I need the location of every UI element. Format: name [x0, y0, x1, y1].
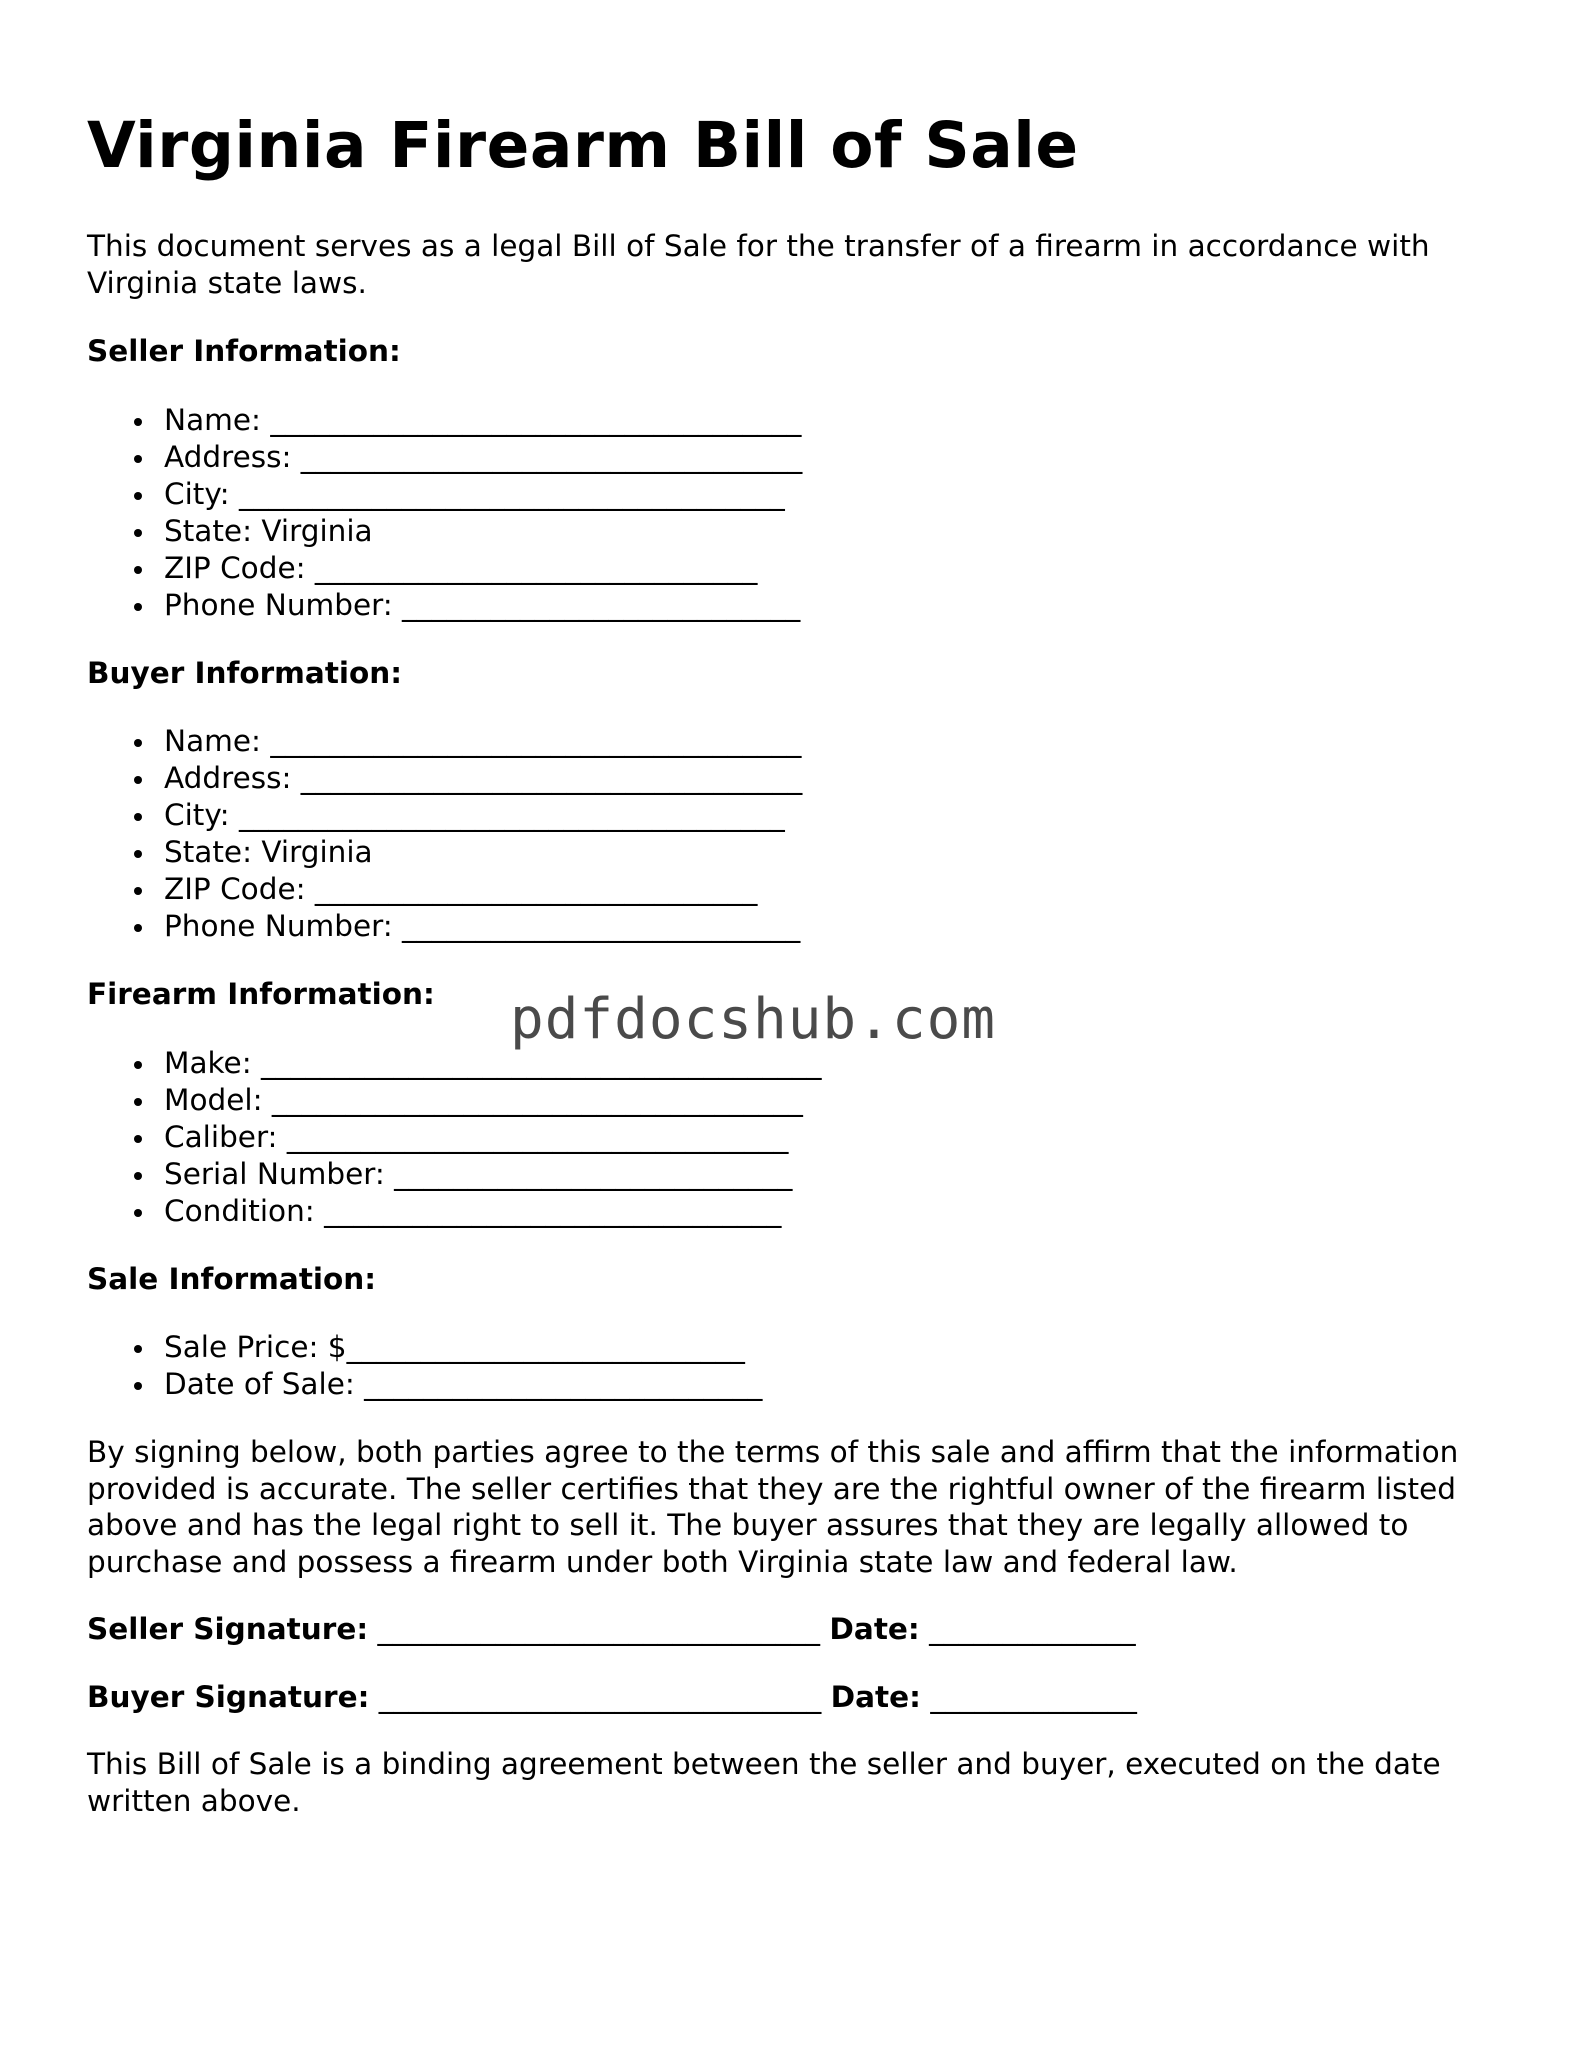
seller-signature-label: Seller Signature: — [87, 1612, 369, 1646]
firearm-section-heading: Firearm Information: — [87, 977, 435, 1011]
watermark-text: pdfdocshub.com — [510, 987, 997, 1052]
buyer-section-heading: Buyer Information: — [87, 655, 403, 690]
firearm-model-field[interactable]: Model: ____________________________________ — [164, 1082, 1497, 1119]
buyer-zip-field[interactable]: ZIP Code: ______________________________ — [164, 871, 1497, 908]
buyer-signature-label: Buyer Signature: — [87, 1679, 370, 1714]
buyer-date-label: Date: — [830, 1679, 921, 1714]
seller-address-field[interactable]: Address: __________________________________ — [164, 439, 1497, 476]
buyer-fields-list — [87, 723, 1497, 945]
buyer-state-field: State: Virginia — [164, 834, 1497, 871]
buyer-address-field[interactable]: Address: __________________________________ — [164, 760, 1497, 797]
firearm-caliber-field[interactable]: Caliber: __________________________________ — [164, 1119, 1497, 1156]
sale-date-field[interactable]: Date of Sale: ___________________________ — [164, 1366, 1497, 1403]
buyer-signature-line[interactable]: ______________________________ — [369, 1679, 831, 1714]
sale-section-heading: Sale Information: — [87, 1261, 377, 1296]
seller-state-field: State: Virginia — [164, 513, 1497, 550]
seller-date-line[interactable]: ______________ — [919, 1612, 1136, 1646]
buyer-date-line[interactable]: ______________ — [920, 1679, 1137, 1714]
seller-fields-list — [87, 402, 1497, 624]
firearm-condition-field[interactable]: Condition: _______________________________ — [164, 1193, 1497, 1230]
buyer-signature-row — [87, 1679, 1497, 1716]
seller-signature-line[interactable]: ______________________________ — [368, 1612, 830, 1646]
firearm-serial-field[interactable]: Serial Number: ___________________________ — [164, 1156, 1497, 1193]
seller-section-heading: Seller Information: — [87, 334, 401, 368]
firearm-make-field[interactable]: Make: ______________________________________ — [164, 1045, 1497, 1082]
document-title: Virginia Firearm Bill of Sale — [87, 109, 1079, 182]
sale-price-field[interactable]: Sale Price: $___________________________ — [164, 1329, 1497, 1366]
seller-date-label: Date: — [829, 1612, 920, 1646]
seller-city-field[interactable]: City: _____________________________________ — [164, 476, 1497, 513]
agreement-paragraph: By signing below, both parties agree to the terms of this sale and affirm that the information provided is accurate. The seller certifies that they are the rightful owner of the firearm listed above and has the legal right to sell it. The buyer assures that they are legally allowed to purchase and possess a firearm under both Virginia state law and federal law. — [87, 1435, 1459, 1579]
firearm-fields-list — [87, 1045, 1497, 1230]
buyer-phone-field[interactable]: Phone Number: ___________________________ — [164, 908, 1497, 945]
closing-paragraph: This Bill of Sale is a binding agreement between the seller and buyer, executed on the date written above. — [87, 1747, 1441, 1818]
seller-zip-field[interactable]: ZIP Code: ______________________________ — [164, 550, 1497, 587]
document-page — [87, 108, 1497, 1819]
buyer-city-field[interactable]: City: _____________________________________ — [164, 797, 1497, 834]
seller-name-field[interactable]: Name: ____________________________________ — [164, 402, 1497, 439]
buyer-name-field[interactable]: Name: ____________________________________ — [164, 723, 1497, 760]
sale-fields-list — [87, 1329, 1497, 1403]
intro-paragraph: This document serves as a legal Bill of Sale for the transfer of a firearm in accordance with Virginia state laws. — [87, 229, 1430, 300]
seller-signature-row — [87, 1611, 1497, 1648]
seller-phone-field[interactable]: Phone Number: ___________________________ — [164, 587, 1497, 624]
